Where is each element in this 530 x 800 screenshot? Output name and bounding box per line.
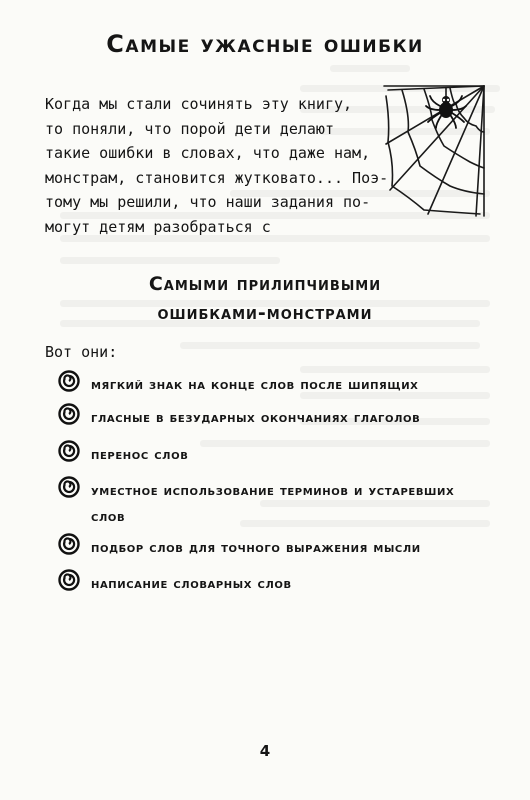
subtitle-line: Самыми прилипчивыми [148,273,382,295]
list-item-line: гласные в безударных окончаниях глаголов [91,410,421,426]
list-intro: Вот они: [45,343,118,361]
page-number: 4 [259,742,271,760]
intro-line: то поняли, что порой дети делают [45,119,334,138]
list-item-line: подбор слов для точного выражения мысли [91,540,421,556]
list-item-text [91,571,496,597]
list-item-text [91,405,496,431]
swirl-bullet-icon [58,476,80,498]
section-subtitle [0,270,530,328]
swirl-bullet-icon [58,533,80,555]
intro-line: монстрам, становится жутковато... Поэ- [45,168,389,187]
list-item-text [91,535,496,561]
list-item-text [91,372,496,398]
swirl-bullet-icon [58,569,80,591]
list-item-line: уместное использование терминов и устаревших [91,483,455,499]
intro-paragraph [45,92,389,239]
swirl-bullet-icon [58,403,80,425]
subtitle-line: ошибками-монстрами [157,302,373,324]
swirl-bullet-icon [58,370,80,392]
intro-line: тому мы решили, что наши задания по- [45,193,371,211]
list-item-line: перенос слов [91,447,189,463]
list-item-line: мягкий знак на конце слов после шипящих [91,377,419,393]
intro-line: могут детям разобраться с [45,217,271,236]
list-item-line: написание словарных слов [91,576,292,592]
list-item-text [91,478,496,530]
swirl-bullet-icon [58,440,80,462]
spider-web-icon [380,82,490,220]
intro-line: Когда мы стали сочинять эту книгу, [45,95,353,113]
intro-line: такие ошибки в словах, что даже нам, [45,144,371,162]
list-item-line: слов [91,509,126,525]
list-item-text [91,442,496,468]
page-title: Самые ужасные ошибки [106,30,424,58]
